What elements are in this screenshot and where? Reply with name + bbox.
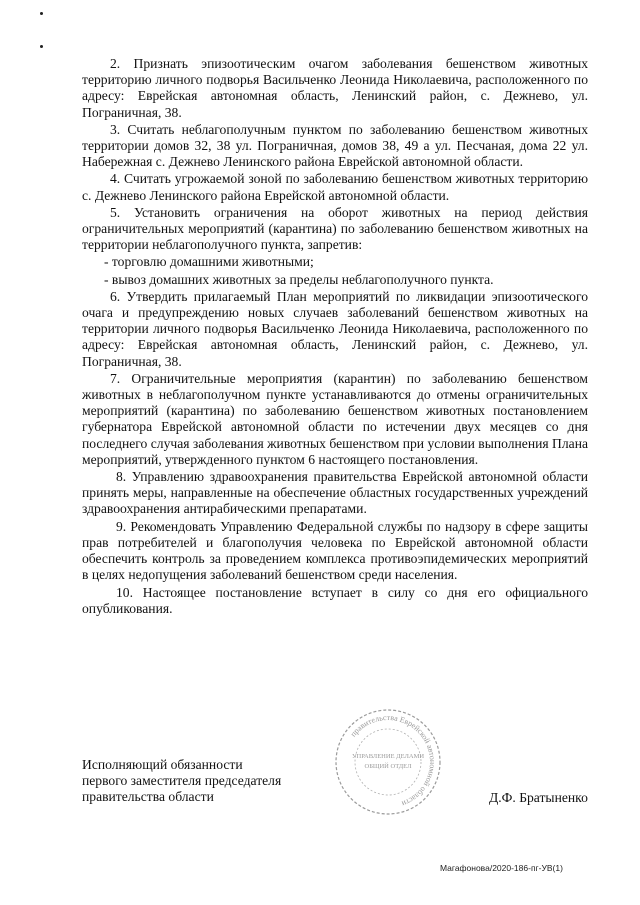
paragraph-10: 10. Настоящее постановление вступает в силу со дня его официального опубликования. [82, 584, 588, 616]
stamp-center-line: УПРАВЛЕНИЕ ДЕЛАМИ [351, 753, 425, 760]
scan-dot [40, 12, 43, 15]
signatory-title-line: первого заместителя председателя [82, 773, 282, 789]
stamp-center-line: ОБЩИЙ ОТДЕЛ [364, 763, 412, 770]
document-body [82, 56, 588, 618]
paragraph-2: 2. Признать эпизоотическим очагом заболевания бешенством животных территорию личного подворья Васильченко Леонида Николаевича, расположенного по адресу: Еврейская автономная область, Ленинский район, с. Дежнево, ул. Пограничная, 38. [82, 56, 588, 120]
paragraph-3: 3. Считать неблагополучным пунктом по заболеванию бешенством животных территории домов 32, 38 ул. Пограничная, домов 38, 49 а ул. Песчаная, дома 22 ул. Набережная с. Дежнево Ленинского района Еврейской автономной области. [82, 121, 588, 170]
document-reference: Магафонова/2020-186-пг-УВ(1) [440, 863, 563, 873]
paragraph-4: 4. Считать угрожаемой зоной по заболеванию бешенством животных территорию с. Дежнево Ленинского района Еврейской автономной области. [82, 171, 588, 203]
signatory-title-line: Исполняющий обязанности [82, 757, 243, 772]
signatory-name: Д.Ф. Братыненко [489, 790, 588, 805]
paragraph-9: 9. Рекомендовать Управлению Федеральной службы по надзору в сфере защиты прав потребителей и благополучия человека по Еврейской автономной области обеспечить контроль за проведением комплекса противоэпидемических мероприятий в целях недопущения заболеваний бешенством среди населения. [82, 518, 588, 583]
paragraph-6: 6. Утвердить прилагаемый План мероприятий по ликвидации эпизоотического очага и предупреждению новых случаев заболеваний бешенством животных на территории личного подворья Васильченко Леонида Николаевича, расположенного по адресу: Еврейская автономная область, Ленинский район, с. Дежнево, ул. Пограничная, 38. [82, 288, 588, 369]
paragraph-5: 5. Установить ограничения на оборот животных на период действия ограничительных мероприятий (карантина) по заболеванию бешенством животных на территории неблагополучного пункта, запретив: [82, 204, 588, 253]
paragraph-8: 8. Управлению здравоохранения правительства Еврейской автономной области принять меры, направленные на обеспечение областных государственных учреждений здравоохранения антирабическими препаратами. [82, 469, 588, 517]
scan-dot [40, 45, 43, 48]
svg-text:правительства Еврейской автоно [349, 713, 437, 809]
signatory-title [82, 757, 342, 806]
paragraph-5-item-export: - вывоз домашних животных за пределы неблагополучного пункта. [104, 271, 494, 287]
signatory-title-line: правительства области [82, 789, 214, 805]
stamp-ring-text: правительства Еврейской автономной области [348, 712, 438, 809]
paragraph-5-item-trade: - торговлю домашними животными; [104, 254, 314, 270]
official-stamp [332, 706, 444, 818]
paragraph-7: 7. Ограничительные мероприятия (карантин) по заболеванию бешенством животных в неблагополучном пункте устанавливаются до отмены ограничительных мероприятий (карантина) по заболеванию бешенством животных постановлением губернатора Еврейской автономной области по истечении двух месяцев со дня последнего случая заболевания животных бешенством при условии выполнения Плана мероприятий, утвержденного пунктом 6 настоящего постановления. [82, 370, 588, 467]
